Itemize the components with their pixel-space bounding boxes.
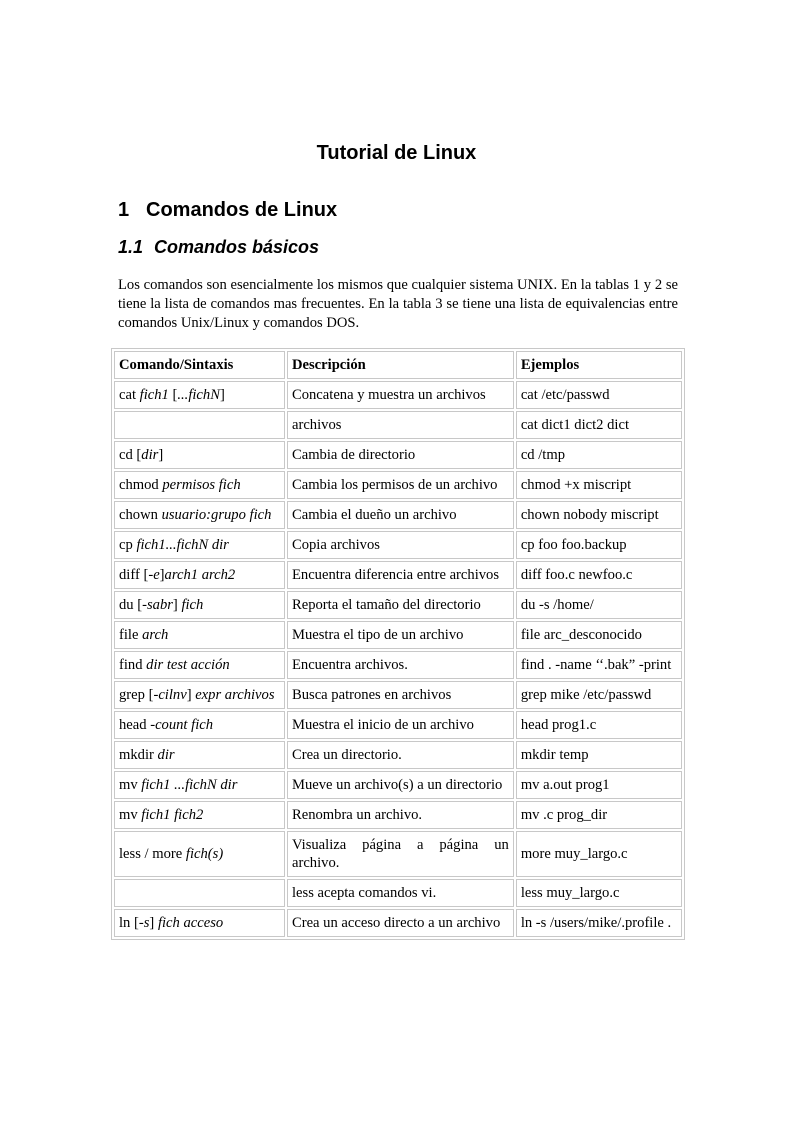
cell-description: Concatena y muestra un archivos <box>287 381 514 409</box>
cell-description: less acepta comandos vi. <box>287 879 514 907</box>
table-row <box>114 441 682 469</box>
cell-example: ln -s /users/mike/.profile . <box>516 909 682 937</box>
cell-description: Cambia de directorio <box>287 441 514 469</box>
cell-example: mv .c prog_dir <box>516 801 682 829</box>
cell-command <box>114 909 285 937</box>
cell-command <box>114 741 285 769</box>
command-argument: s <box>143 915 150 931</box>
cell-command <box>114 591 285 619</box>
table-row <box>114 591 682 619</box>
command-argument: count fich <box>155 717 214 733</box>
cell-description: Encuentra archivos. <box>287 651 514 679</box>
table-row <box>114 531 682 559</box>
cell-description: Renombra un archivo. <box>287 801 514 829</box>
command-text: diff [- <box>119 567 154 583</box>
cell-command <box>114 561 285 589</box>
cell-example: chmod +x miscript <box>516 471 682 499</box>
cell-description: Visualiza página a página un archivo. <box>287 831 514 877</box>
command-text: ] <box>219 387 225 403</box>
cell-description: Cambia los permisos de un archivo <box>287 471 514 499</box>
command-text: file <box>119 627 143 643</box>
cell-description: archivos <box>287 411 514 439</box>
command-argument: ...fichN <box>177 387 220 403</box>
table-row <box>114 471 682 499</box>
command-argument: fich acceso <box>157 915 224 931</box>
cell-description: Muestra el tipo de un archivo <box>287 621 514 649</box>
command-argument: dir <box>157 747 175 763</box>
cell-description: Crea un acceso directo a un archivo <box>287 909 514 937</box>
subsection-number: 1.1 <box>118 237 144 257</box>
cell-command <box>114 879 285 907</box>
command-argument: dir <box>141 447 159 463</box>
cell-command <box>114 501 285 529</box>
header-command: Comando/Sintaxis <box>114 351 285 379</box>
header-description: Descripción <box>287 351 514 379</box>
command-argument: permisos fich <box>162 477 241 493</box>
command-text: chmod <box>119 477 163 493</box>
commands-table-body <box>114 351 682 937</box>
command-text: head - <box>119 717 156 733</box>
cell-description: Busca patrones en archivos <box>287 681 514 709</box>
cell-command <box>114 651 285 679</box>
cell-description: Reporta el tamaño del directorio <box>287 591 514 619</box>
table-header-row <box>114 351 682 379</box>
cell-description: Encuentra diferencia entre archivos <box>287 561 514 589</box>
command-text: [ <box>168 387 178 403</box>
cell-command <box>114 441 285 469</box>
command-text: chown <box>119 507 162 523</box>
table-row <box>114 801 682 829</box>
section-number: 1 <box>118 199 130 221</box>
commands-table <box>111 348 685 940</box>
command-argument: fich1 ...fichN dir <box>141 777 238 793</box>
command-argument: e <box>153 567 160 583</box>
command-text: ] <box>186 687 196 703</box>
cell-command <box>114 801 285 829</box>
cell-example: cat dict1 dict2 dict <box>516 411 682 439</box>
command-text: ] <box>159 567 165 583</box>
table-row <box>114 501 682 529</box>
command-text: ] <box>149 915 158 931</box>
command-argument: arch1 arch2 <box>164 567 236 583</box>
command-text: cat <box>119 387 140 403</box>
cell-example: mkdir temp <box>516 741 682 769</box>
cell-command <box>114 411 285 439</box>
table-row <box>114 741 682 769</box>
cell-example: mv a.out prog1 <box>516 771 682 799</box>
table-row <box>114 381 682 409</box>
command-argument: sabr <box>146 597 173 613</box>
command-argument: expr archivos <box>195 687 275 703</box>
command-text: find <box>119 657 147 673</box>
command-text: mkdir <box>119 747 158 763</box>
intro-paragraph: Los comandos son esencialmente los mismos que cualquier sistema UNIX. En la tablas 1 y 2 se tiene la lista de comandos mas frecuentes. En la tabla 3 se tiene una lista de equivalencias entre comandos Unix/Linux y comandos DOS. <box>118 277 678 331</box>
cell-example: cd /tmp <box>516 441 682 469</box>
table-row <box>114 681 682 709</box>
cell-example: file arc_desconocido <box>516 621 682 649</box>
header-examples: Ejemplos <box>516 351 682 379</box>
cell-command <box>114 681 285 709</box>
command-text: cd [ <box>119 447 142 463</box>
command-text: ] <box>158 447 164 463</box>
subsection-heading <box>118 237 319 258</box>
command-text: mv <box>119 777 142 793</box>
table-row <box>114 621 682 649</box>
command-argument: cilnv <box>158 687 187 703</box>
command-argument: fich(s) <box>185 846 224 862</box>
cell-example: more muy_largo.c <box>516 831 682 877</box>
cell-command <box>114 471 285 499</box>
document-title: Tutorial de Linux <box>316 142 477 164</box>
subsection-title: Comandos básicos <box>154 237 320 257</box>
cell-example: less muy_largo.c <box>516 879 682 907</box>
cell-command <box>114 771 285 799</box>
table-row <box>114 411 682 439</box>
cell-example: chown nobody miscript <box>516 501 682 529</box>
command-argument: dir test acción <box>146 657 230 673</box>
cell-description: Mueve un archivo(s) a un directorio <box>287 771 514 799</box>
cell-command <box>114 711 285 739</box>
cell-description: Copia archivos <box>287 531 514 559</box>
table-row <box>114 831 682 877</box>
command-argument: fich1 fich2 <box>141 807 204 823</box>
command-text: du [- <box>119 597 147 613</box>
cell-example: diff foo.c newfoo.c <box>516 561 682 589</box>
command-text: grep [- <box>119 687 159 703</box>
cell-example: find . -name ‘‘.bak” -print <box>516 651 682 679</box>
section-heading <box>118 199 337 222</box>
command-text: less / more <box>119 846 186 862</box>
table-row <box>114 771 682 799</box>
cell-description: Cambia el dueño un archivo <box>287 501 514 529</box>
cell-command <box>114 531 285 559</box>
cell-description: Crea un directorio. <box>287 741 514 769</box>
cell-command <box>114 381 285 409</box>
cell-example: cat /etc/passwd <box>516 381 682 409</box>
table-row <box>114 651 682 679</box>
command-argument: usuario:grupo fich <box>161 507 272 523</box>
table-row <box>114 561 682 589</box>
command-argument: fich1...fichN dir <box>136 537 229 553</box>
cell-example: head prog1.c <box>516 711 682 739</box>
cell-command <box>114 831 285 877</box>
command-text: ln [- <box>119 915 144 931</box>
cell-example: du -s /home/ <box>516 591 682 619</box>
table-row <box>114 711 682 739</box>
command-argument: arch <box>142 627 169 643</box>
table-row <box>114 879 682 907</box>
command-text: ] <box>172 597 182 613</box>
cell-description: Muestra el inicio de un archivo <box>287 711 514 739</box>
command-argument: fich1 <box>139 387 169 403</box>
command-text: cp <box>119 537 137 553</box>
command-text: mv <box>119 807 142 823</box>
cell-example: cp foo foo.backup <box>516 531 682 559</box>
table-row <box>114 909 682 937</box>
cell-command <box>114 621 285 649</box>
command-argument: fich <box>181 597 204 613</box>
cell-example: grep mike /etc/passwd <box>516 681 682 709</box>
section-title: Comandos de Linux <box>146 199 338 221</box>
